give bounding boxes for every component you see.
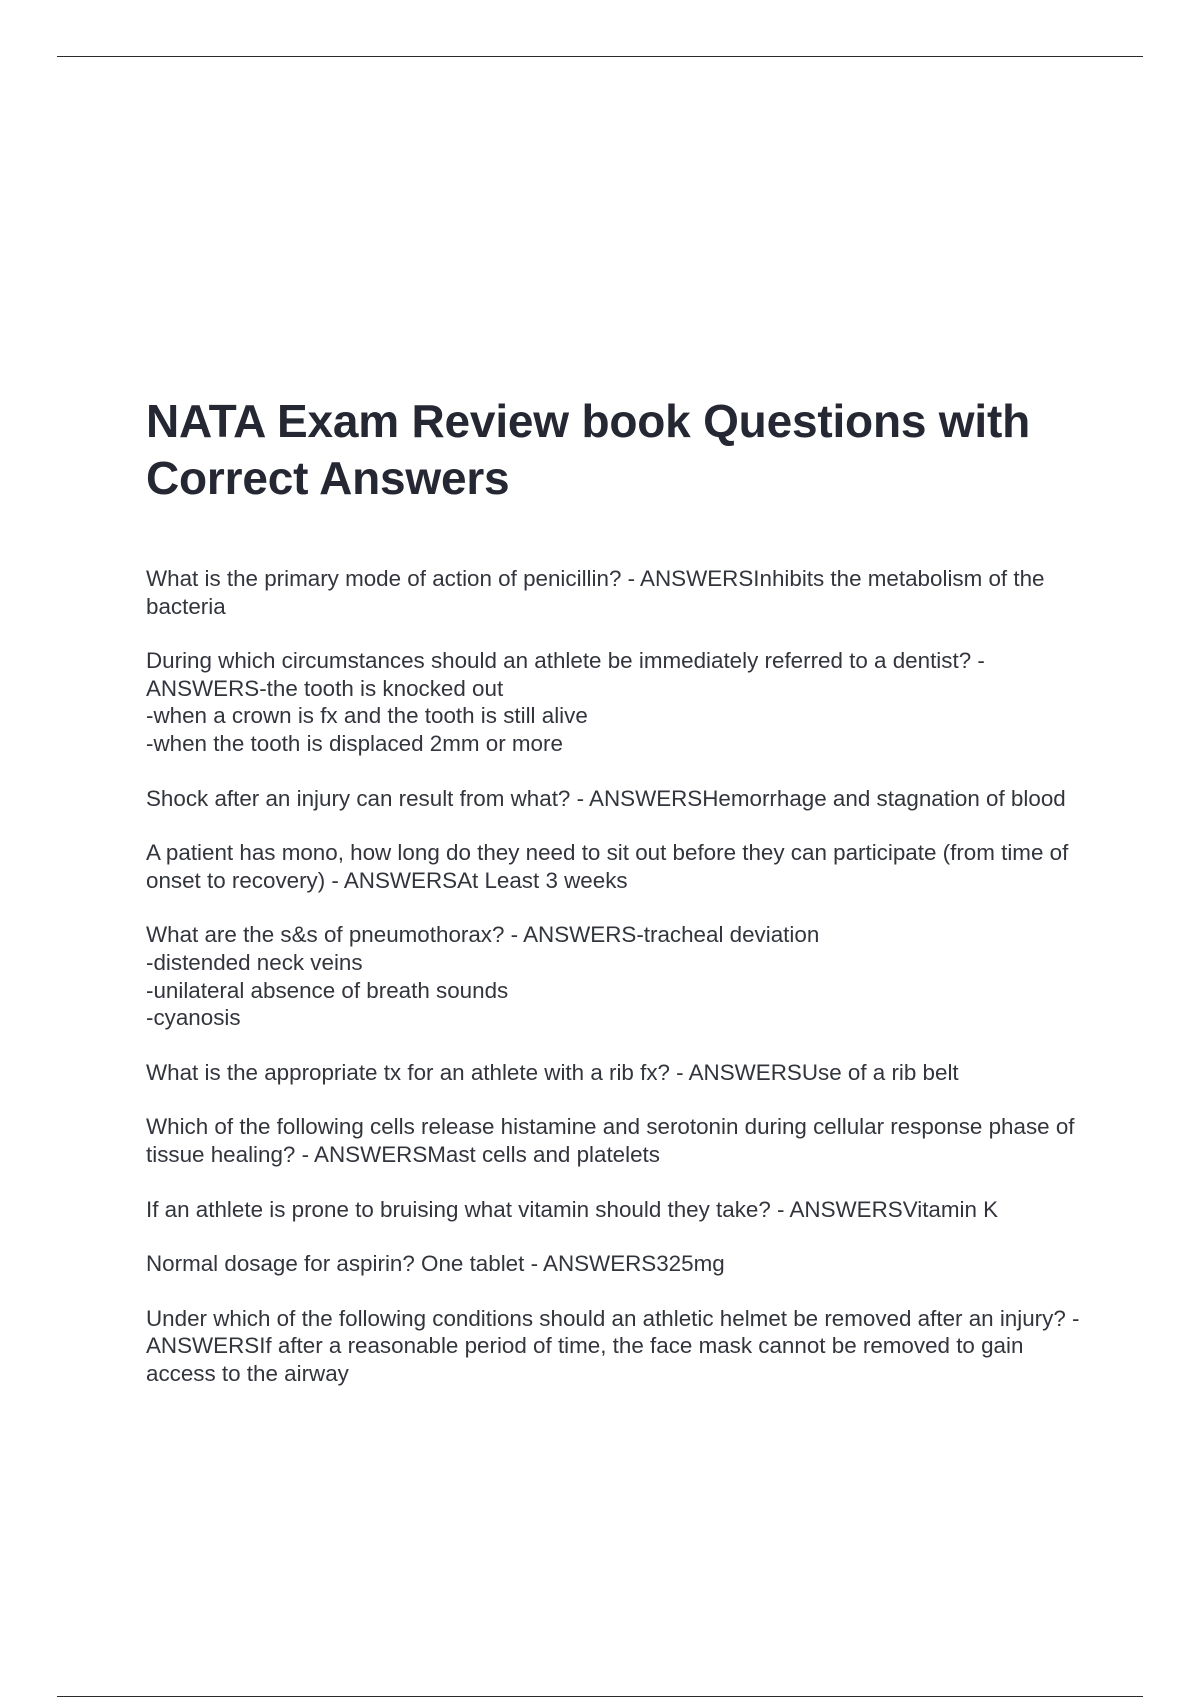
qa-item: Under which of the following conditions should an athletic helmet be removed after an injury? - ANSWERSIf after a reasonable period of time, the face mask cannot be removed to gain access to the airway <box>146 1305 1085 1386</box>
qa-item: What is the appropriate tx for an athlete with a rib fx? - ANSWERSUse of a rib belt <box>146 1059 959 1085</box>
qa-item: A patient has mono, how long do they need to sit out before they can participate (from time of onset to recovery) - ANSWERSAt Least 3 weeks <box>146 840 1075 893</box>
qa-item: Shock after an injury can result from what? - ANSWERSHemorrhage and stagnation of blood <box>146 785 1066 811</box>
qa-item: Normal dosage for aspirin? One tablet - ANSWERS325mg <box>146 1251 725 1277</box>
qa-item: What are the s&s of pneumothorax? - ANSWERS-tracheal deviation -distended neck veins -unilateral absence of breath sounds -cyanosis <box>146 922 820 1031</box>
document-body <box>146 393 1086 1414</box>
qa-item: Which of the following cells release histamine and serotonin during cellular response phase of tissue healing? - ANSWERSMast cells and platelets <box>146 1114 1081 1167</box>
header-rule <box>57 56 1143 57</box>
qa-list <box>146 565 1086 1387</box>
qa-item: During which circumstances should an athlete be immediately referred to a dentist? - ANSWERS-the tooth is knocked out -when a crown is fx and the tooth is still alive -when the tooth is displaced 2mm or more <box>146 648 985 756</box>
document-title: NATA Exam Review book Questions with Correct Answers <box>146 395 1030 504</box>
qa-item: If an athlete is prone to bruising what vitamin should they take? - ANSWERSVitamin K <box>146 1196 999 1222</box>
qa-item: What is the primary mode of action of penicillin? - ANSWERSInhibits the metabolism of the bacteria <box>146 566 1051 619</box>
footer-rule <box>57 1696 1143 1697</box>
